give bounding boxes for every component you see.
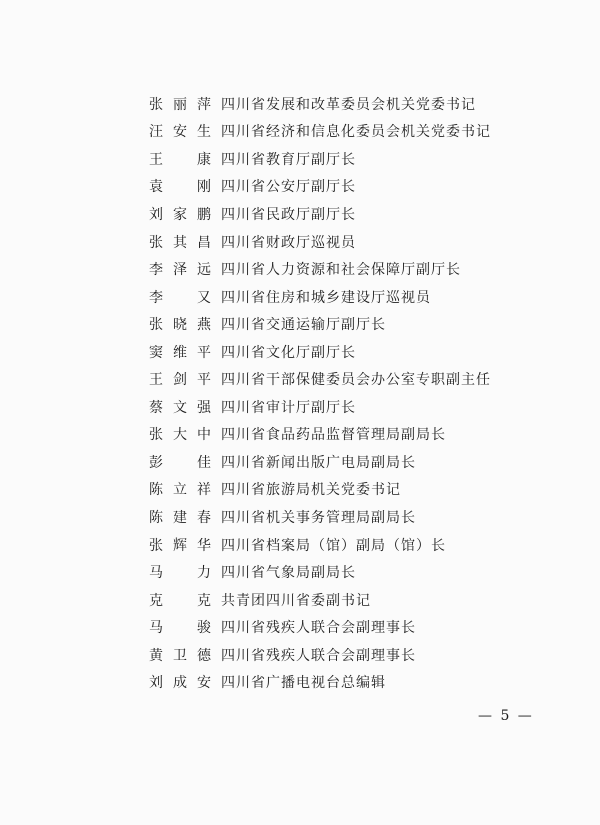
page-number: — 5 — <box>478 708 534 724</box>
person-title: 四川省新闻出版广电局副局长 <box>221 454 416 471</box>
list-item <box>0 366 600 394</box>
person-name: 刘成安 <box>149 675 211 692</box>
person-name: 张晓燕 <box>149 317 211 334</box>
person-title: 四川省档案局（馆）副局（馆）长 <box>221 537 446 554</box>
list-item <box>0 422 600 450</box>
person-title: 四川省发展和改革委员会机关党委书记 <box>221 96 476 113</box>
list-item <box>0 146 600 174</box>
person-name: 马 力 <box>149 565 211 582</box>
person-name: 彭 佳 <box>149 454 211 471</box>
person-title: 四川省残疾人联合会副理事长 <box>221 647 416 664</box>
list-item <box>0 532 600 560</box>
person-title: 四川省人力资源和社会保障厅副厅长 <box>221 262 461 279</box>
person-title: 四川省住房和城乡建设厅巡视员 <box>221 289 431 306</box>
person-name: 张其昌 <box>149 234 211 251</box>
list-item <box>0 559 600 587</box>
person-name: 袁 刚 <box>149 179 211 196</box>
person-title: 四川省教育厅副厅长 <box>221 151 356 168</box>
list-item <box>0 256 600 284</box>
list-item <box>0 394 600 422</box>
person-name: 王剑平 <box>149 372 211 389</box>
list-item <box>0 284 600 312</box>
list-item <box>0 504 600 532</box>
list-item <box>0 229 600 257</box>
list-item <box>0 642 600 670</box>
person-title: 四川省公安厅副厅长 <box>221 179 356 196</box>
list-item <box>0 339 600 367</box>
person-title: 四川省机关事务管理局副局长 <box>221 509 416 526</box>
person-name: 克 克 <box>149 592 211 609</box>
list-item <box>0 587 600 615</box>
person-title: 四川省残疾人联合会副理事长 <box>221 620 416 637</box>
person-title: 四川省文化厅副厅长 <box>221 344 356 361</box>
person-name: 刘家鹏 <box>149 206 211 223</box>
person-name: 陈建春 <box>149 509 211 526</box>
list-item <box>0 119 600 147</box>
person-title: 四川省旅游局机关党委书记 <box>221 482 401 499</box>
list-item <box>0 201 600 229</box>
person-name: 蔡文强 <box>149 399 211 416</box>
person-name: 李泽远 <box>149 262 211 279</box>
person-name: 李 又 <box>149 289 211 306</box>
person-title: 四川省经济和信息化委员会机关党委书记 <box>221 124 491 141</box>
list-item <box>0 614 600 642</box>
person-name: 陈立祥 <box>149 482 211 499</box>
person-title: 四川省广播电视台总编辑 <box>221 675 386 692</box>
list-item <box>0 311 600 339</box>
person-name: 黄卫德 <box>149 647 211 664</box>
person-name: 窦维平 <box>149 344 211 361</box>
person-title: 四川省干部保健委员会办公室专职副主任 <box>221 372 491 389</box>
person-title: 四川省交通运输厅副厅长 <box>221 317 386 334</box>
list-item <box>0 91 600 119</box>
person-title: 四川省财政厅巡视员 <box>221 234 356 251</box>
person-title: 共青团四川省委副书记 <box>221 592 371 609</box>
list-item <box>0 669 600 697</box>
list-item <box>0 449 600 477</box>
person-title: 四川省气象局副局长 <box>221 565 356 582</box>
person-name: 张大中 <box>149 427 211 444</box>
list-item <box>0 477 600 505</box>
person-name: 汪安生 <box>149 124 211 141</box>
person-name: 王 康 <box>149 151 211 168</box>
person-title: 四川省审计厅副厅长 <box>221 399 356 416</box>
name-title-list <box>0 91 600 697</box>
person-name: 张辉华 <box>149 537 211 554</box>
person-title: 四川省食品药品监督管理局副局长 <box>221 427 446 444</box>
person-name: 马 骏 <box>149 620 211 637</box>
person-title: 四川省民政厅副厅长 <box>221 206 356 223</box>
person-name: 张丽萍 <box>149 96 211 113</box>
list-item <box>0 174 600 202</box>
